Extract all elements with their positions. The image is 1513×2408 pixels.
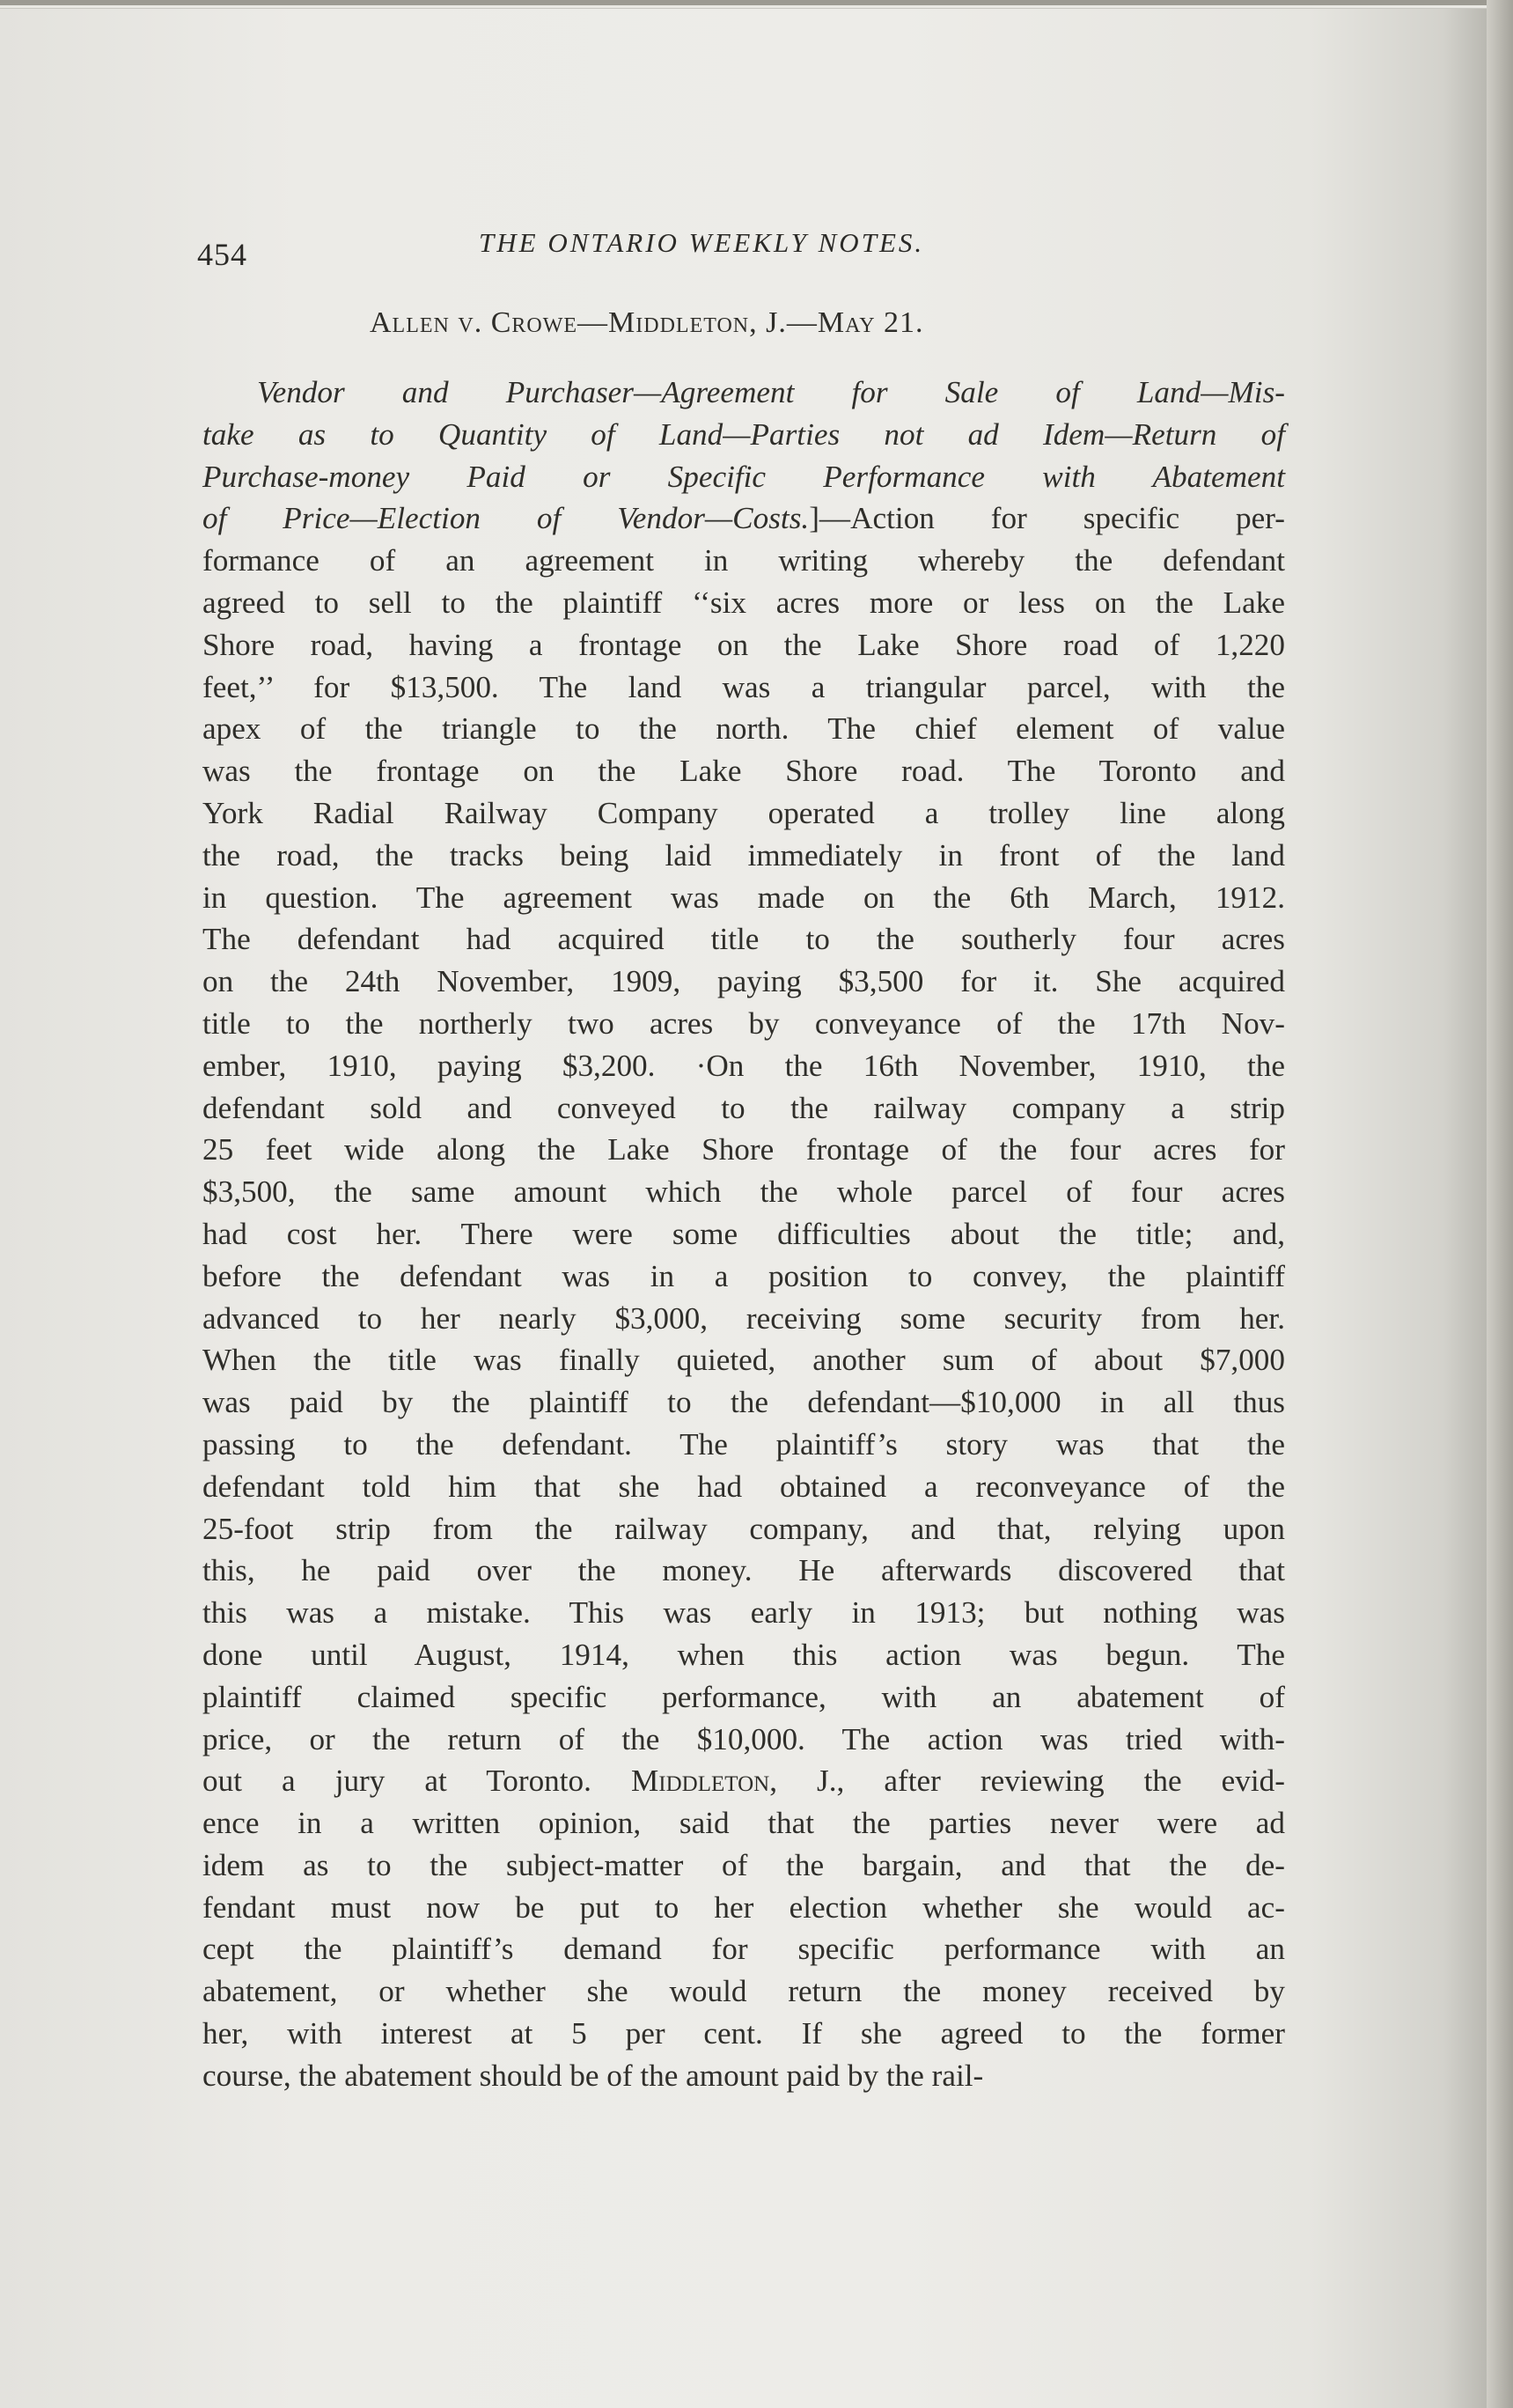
text-segment: ]—Action for specific per-	[809, 501, 1285, 536]
text-segment: had cost her. There were some difficulties about the title; and,	[202, 1216, 1285, 1251]
text-segment: Middleton	[631, 1764, 770, 1799]
text-line	[202, 1213, 1285, 1256]
text-segment: before the defendant was in a position to convey, the plaintiff	[202, 1258, 1285, 1293]
text-line	[202, 1634, 1285, 1676]
scan-top-edge	[0, 0, 1513, 5]
text-segment: done until August, 1914, when this action was begun. The	[202, 1637, 1285, 1672]
text-segment: cept the plaintiff’s demand for specific performance with an	[202, 1932, 1285, 1967]
text-line	[202, 1424, 1285, 1466]
case-heading: Allen v. Crowe—Middleton, J.—May 21.	[370, 306, 924, 339]
text-segment: price, or the return of the $10,000. The action was tried with-	[202, 1721, 1285, 1756]
text-segment: When the title was finally quieted, another sum of about $7,000	[202, 1343, 1285, 1378]
text-line	[202, 1003, 1285, 1045]
text-segment: 25-foot strip from the railway company, and that, relying upon	[202, 1511, 1285, 1546]
text-line	[202, 1550, 1285, 1592]
text-segment: apex of the triangle to the north. The chief element of value	[202, 711, 1285, 747]
text-segment: Vendor and Purchaser—Agreement for Sale of Land—Mis-	[257, 375, 1285, 409]
text-line	[202, 1802, 1285, 1845]
text-line	[202, 835, 1285, 877]
text-segment: fendant must now be put to her election whether she would ac-	[202, 1889, 1285, 1925]
text-segment: title to the northerly two acres by conveyance of the 17th Nov-	[202, 1005, 1285, 1041]
text-line	[202, 708, 1285, 750]
text-line	[202, 1256, 1285, 1298]
text-line	[202, 414, 1285, 456]
text-segment: The defendant had acquired title to the southerly four acres	[202, 922, 1285, 957]
text-line	[202, 372, 1285, 414]
text-segment: defendant told him that she had obtained a reconveyance of the	[202, 1469, 1285, 1504]
text-segment: in question. The agreement was made on the 6th March, 1912.	[202, 880, 1285, 915]
journal-title: THE ONTARIO WEEKLY NOTES.	[479, 227, 925, 258]
text-line	[202, 1381, 1285, 1424]
text-line	[202, 961, 1285, 1003]
text-segment: the road, the tracks being laid immediately in front of the land	[202, 837, 1285, 873]
text-line	[202, 877, 1285, 919]
text-segment: agreed to sell to the plaintiff ‘‘six acres more or less on the Lake	[202, 585, 1285, 620]
text-line	[202, 1466, 1285, 1508]
text-segment: Purchase-money Paid or Specific Performance with Abatement	[202, 459, 1285, 494]
text-line	[202, 456, 1285, 498]
text-line	[202, 1845, 1285, 1887]
text-segment: take as to Quantity of Land—Parties not ad Idem—Return of	[202, 416, 1285, 452]
text-line	[202, 1129, 1285, 1171]
text-segment: out a jury at Toronto.	[202, 1764, 631, 1799]
text-line	[202, 1760, 1285, 1802]
text-segment: this was a mistake. This was early in 1913; but nothing was	[202, 1595, 1285, 1631]
text-line	[202, 497, 1285, 540]
text-line	[202, 666, 1285, 709]
text-line	[202, 540, 1285, 582]
text-segment: idem as to the subject-matter of the bargain, and that the de-	[202, 1847, 1285, 1882]
text-segment: York Radial Railway Company operated a trolley line along	[202, 795, 1285, 830]
text-segment: passing to the defendant. The plaintiff’s story was that the	[202, 1426, 1285, 1462]
text-segment: of Price—Election of Vendor—Costs.	[202, 501, 810, 536]
text-segment: plaintiff claimed specific performance, with an abatement of	[202, 1679, 1285, 1714]
text-segment: $3,500, the same amount which the whole parcel of four acres	[202, 1175, 1285, 1210]
text-segment: abatement, or whether she would return the money received by	[202, 1974, 1285, 2009]
text-segment: on the 24th November, 1909, paying $3,500 for it. She acquired	[202, 964, 1285, 999]
text-line	[202, 918, 1285, 961]
text-segment: feet,’’ for $13,500. The land was a triangular parcel, with the	[202, 669, 1285, 704]
text-segment: defendant sold and conveyed to the railway company a strip	[202, 1090, 1285, 1125]
text-segment: this, he paid over the money. He afterwards discovered that	[202, 1553, 1285, 1588]
text-segment: Shore road, having a frontage on the Lake Shore road of 1,220	[202, 627, 1285, 662]
text-line	[202, 792, 1285, 835]
text-line	[202, 582, 1285, 624]
text-line	[202, 1928, 1285, 1970]
text-line	[202, 1339, 1285, 1381]
text-segment: ence in a written opinion, said that the parties never were ad	[202, 1806, 1285, 1841]
running-head	[197, 222, 1289, 275]
page-binding-edge	[1487, 0, 1513, 2408]
text-line	[202, 2013, 1285, 2055]
text-line	[202, 1676, 1285, 1719]
text-line	[202, 1171, 1285, 1213]
text-line	[202, 1592, 1285, 1634]
text-line	[202, 1508, 1285, 1550]
text-line	[202, 1087, 1285, 1130]
text-line	[202, 1719, 1285, 1761]
text-segment: , J., after reviewing the evid-	[769, 1764, 1285, 1799]
text-segment: formance of an agreement in writing whereby the defendant	[202, 543, 1285, 578]
text-line	[202, 1970, 1285, 2013]
text-segment: her, with interest at 5 per cent. If she agreed to the former	[202, 2016, 1285, 2051]
text-segment: was paid by the plaintiff to the defendant—$10,000 in all thus	[202, 1385, 1285, 1420]
text-line	[202, 750, 1285, 792]
text-segment: 25 feet wide along the Lake Shore frontage of the four acres for	[202, 1132, 1285, 1167]
case-summary-text	[202, 372, 1285, 2097]
text-line	[202, 1887, 1285, 1929]
text-segment: course, the abatement should be of the amount paid by the rail-	[202, 2058, 984, 2093]
page-number: 454	[197, 237, 247, 272]
text-line	[202, 624, 1285, 666]
text-segment: advanced to her nearly $3,000, receiving some security from her.	[202, 1300, 1285, 1336]
text-segment: ember, 1910, paying $3,200. ·On the 16th November, 1910, the	[202, 1048, 1285, 1083]
text-line	[202, 1045, 1285, 1087]
text-segment: was the frontage on the Lake Shore road. The Toronto and	[202, 754, 1285, 789]
text-line	[202, 2055, 1285, 2097]
text-line	[202, 1298, 1285, 1340]
